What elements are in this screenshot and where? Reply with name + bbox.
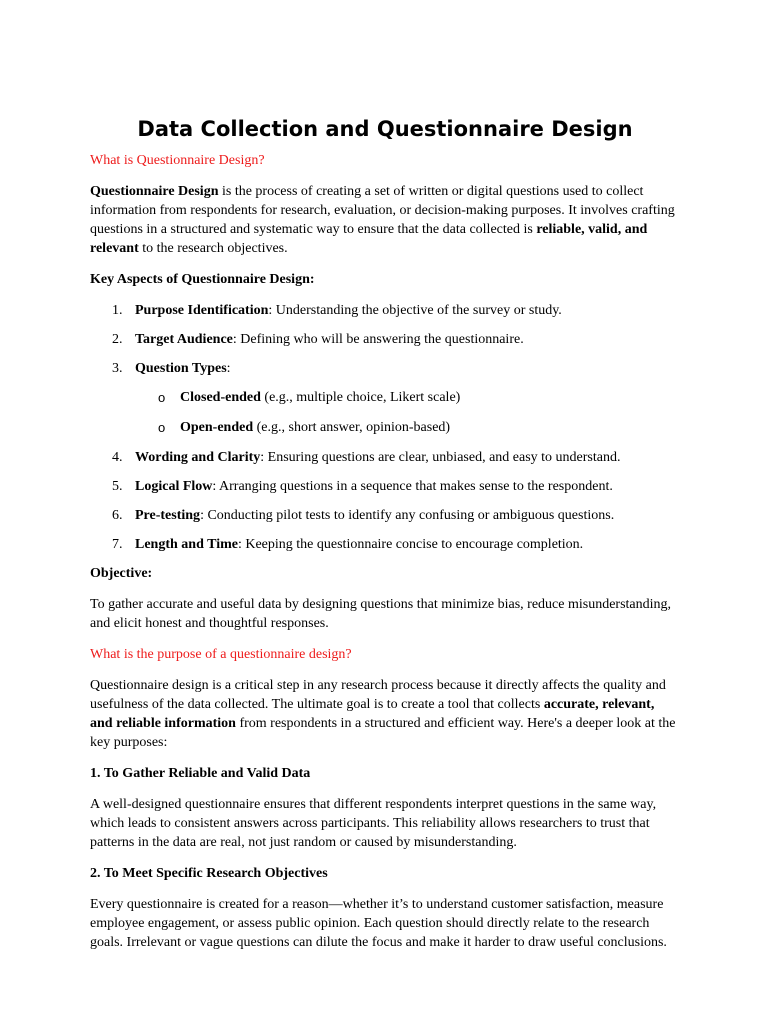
list-item-text: : Conducting pilot tests to identify any confusing or ambiguous questions. bbox=[200, 508, 615, 523]
list-item bbox=[90, 535, 680, 554]
list-item-term: Length and Time bbox=[135, 537, 238, 552]
list-number: 7. bbox=[112, 537, 123, 552]
list-item-term: Pre-testing bbox=[135, 508, 201, 523]
list-item bbox=[90, 301, 680, 320]
intro-paragraph bbox=[90, 182, 680, 258]
list-item-text: : Ensuring questions are clear, unbiased, and easy to understand. bbox=[260, 450, 621, 465]
objective-heading: Objective: bbox=[90, 566, 153, 581]
objective-paragraph: To gather accurate and useful data by designing questions that minimize bias, reduce misunderstanding, and elicit honest and thoughtful responses. bbox=[90, 597, 672, 631]
list-item bbox=[90, 359, 680, 378]
list-item-term: Target Audience bbox=[135, 332, 233, 347]
sub-item-term: Open-ended bbox=[180, 420, 254, 435]
list-item bbox=[90, 477, 680, 496]
list-item-text: : Arranging questions in a sequence that makes sense to the respondent. bbox=[212, 479, 613, 494]
list-item-text: : Defining who will be answering the questionnaire. bbox=[232, 332, 524, 347]
purpose-1-paragraph: A well-designed questionnaire ensures that different respondents interpret questions in the same way, which leads to consistent answers across participants. This reliability allows researchers to trust that patterns in the data are real, not just random or caused by misunderstanding. bbox=[90, 797, 657, 850]
section-heading-purpose: What is the purpose of a questionnaire design? bbox=[90, 647, 352, 662]
list-number: 3. bbox=[112, 361, 123, 376]
list-item bbox=[90, 448, 680, 467]
key-aspects-heading: Key Aspects of Questionnaire Design: bbox=[90, 272, 315, 287]
purpose-text-2: from respondents in a structured and efficient way. Here's a deeper look at the key purposes: bbox=[90, 716, 676, 750]
list-item bbox=[90, 330, 680, 349]
sub-item-text: (e.g., multiple choice, Likert scale) bbox=[260, 390, 461, 405]
section-heading-what-is: What is Questionnaire Design? bbox=[90, 153, 265, 168]
purpose-2-heading: 2. To Meet Specific Research Objectives bbox=[90, 866, 328, 881]
list-number: 5. bbox=[112, 479, 123, 494]
document-title: Data Collection and Questionnaire Design bbox=[137, 117, 633, 141]
sub-item-term: Closed-ended bbox=[180, 390, 261, 405]
intro-text-2: to the research objectives. bbox=[138, 241, 288, 256]
list-item-text: : Understanding the objective of the survey or study. bbox=[268, 303, 562, 318]
purpose-1-heading: 1. To Gather Reliable and Valid Data bbox=[90, 766, 311, 781]
sub-list-item bbox=[90, 388, 680, 407]
list-number: 4. bbox=[112, 450, 123, 465]
list-number: 1. bbox=[112, 303, 123, 318]
document-body bbox=[90, 115, 680, 964]
bullet-marker: o bbox=[158, 390, 166, 405]
intro-bold-qualities: reliable, valid, and relevant bbox=[90, 222, 648, 256]
list-item-text: : Keeping the questionnaire concise to encourage completion. bbox=[237, 537, 584, 552]
key-aspects-list bbox=[90, 301, 680, 554]
purpose-text-1: Questionnaire design is a critical step in any research process because it directly affects the quality and usefulness of the data collected. The ultimate goal is to create a tool that collects bbox=[90, 678, 666, 712]
list-item-term: Logical Flow bbox=[135, 479, 213, 494]
list-number: 2. bbox=[112, 332, 123, 347]
sub-list-item bbox=[90, 418, 680, 437]
list-item-term: Question Types bbox=[135, 361, 227, 376]
purpose-2-paragraph: Every questionnaire is created for a reason—whether it’s to understand customer satisfaction, measure employee engagement, or assess public opinion. Each question should directly relate to the research goals. Irrelevant or vague questions can dilute the focus and make it harder to draw useful conclusions. bbox=[90, 897, 667, 950]
intro-text-1: is the process of creating a set of written or digital questions used to collect information from respondents for research, evaluation, or decision-making purposes. It involves crafting questions in a structured and systematic way to ensure that the data collected is bbox=[90, 184, 675, 237]
intro-bold-term: Questionnaire Design bbox=[90, 184, 219, 199]
list-item-term: Wording and Clarity bbox=[135, 450, 261, 465]
purpose-bold: accurate, relevant, and reliable information bbox=[90, 697, 655, 731]
list-item-term: Purpose Identification bbox=[135, 303, 269, 318]
list-item-text: : bbox=[226, 361, 231, 376]
bullet-marker: o bbox=[158, 420, 166, 435]
list-number: 6. bbox=[112, 508, 123, 523]
purpose-paragraph bbox=[90, 676, 680, 752]
list-item bbox=[90, 506, 680, 525]
sub-item-text: (e.g., short answer, opinion-based) bbox=[253, 420, 451, 435]
